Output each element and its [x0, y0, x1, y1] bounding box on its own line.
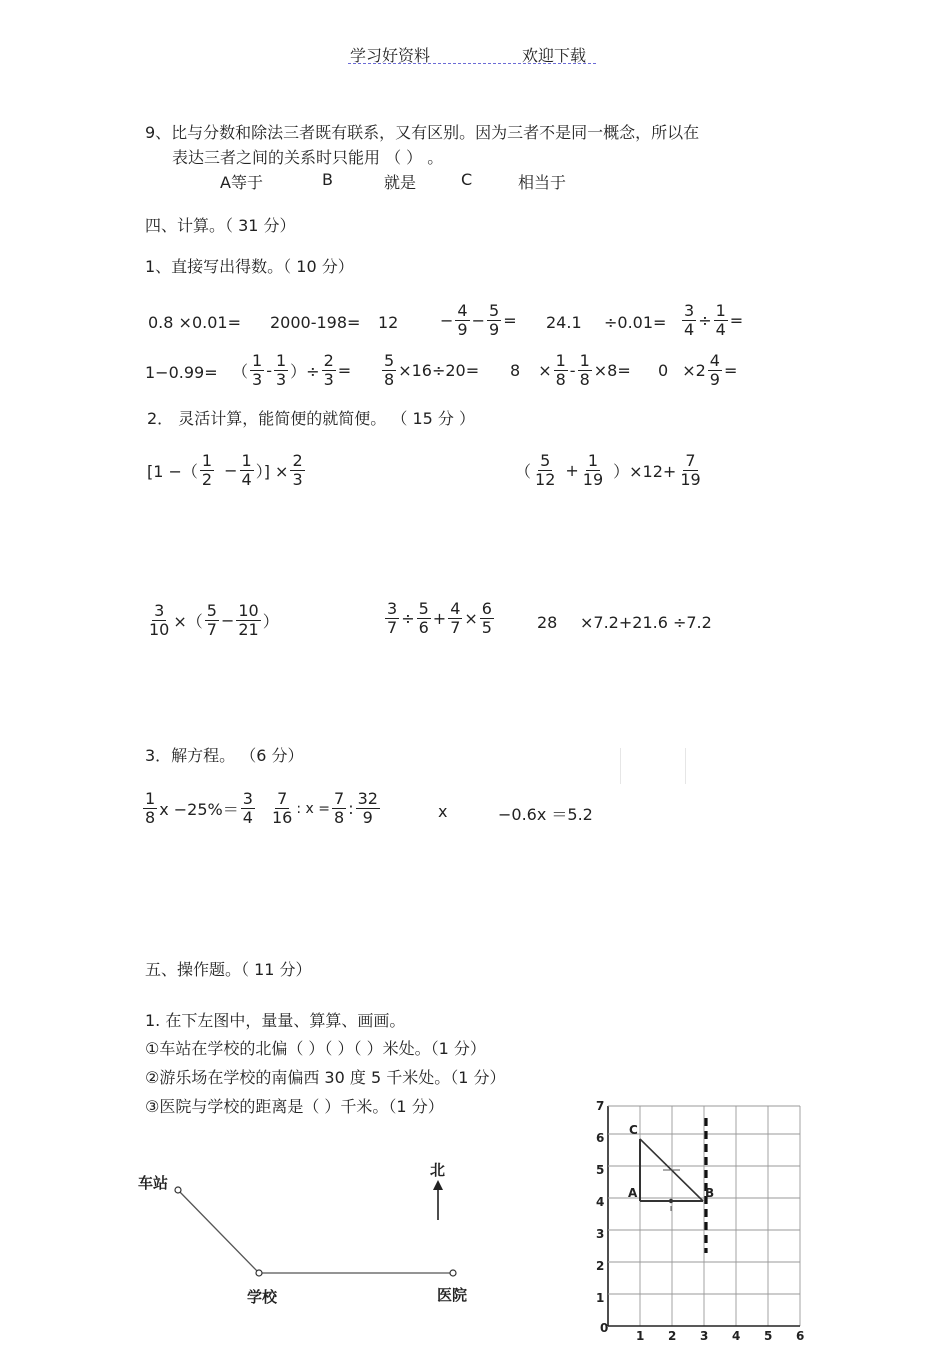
grid-y-tick-label: 4 — [596, 1195, 605, 1209]
calc-i-frac3 — [322, 352, 336, 389]
flex-p2-frac1 — [533, 452, 557, 489]
frac-num: 7 — [685, 451, 696, 470]
frac-num: 1 — [201, 451, 213, 470]
frac-num: 5 — [540, 451, 551, 470]
frac-den: 4 — [242, 808, 253, 827]
hospital-label: 医院 — [437, 1286, 468, 1304]
calc-l-frac — [708, 352, 722, 389]
frac-num: 1 — [252, 351, 263, 370]
equation-1 — [141, 790, 257, 827]
q9-line1: 9、比与分数和除法三者既有联系，又有区别。因为三者不是同一概念，所以在 — [145, 123, 700, 142]
calc-g-div: ÷ — [698, 311, 712, 330]
calc-c: 12 — [378, 313, 399, 332]
frac-den: 3 — [323, 370, 334, 389]
q9-option-a: A等于 — [220, 173, 263, 192]
flex-p4-times: × — [464, 609, 478, 628]
section4-sub1: 1、直接写出得数。（ 10 分） — [145, 257, 354, 276]
eq3-x: x — [438, 802, 448, 821]
calc-k — [510, 352, 631, 389]
calc-l-num: 0 — [658, 361, 669, 380]
grid-x-tick-label: 5 — [764, 1329, 773, 1342]
flex-p2-plus: + — [565, 461, 579, 480]
grid-y-tick-label: 6 — [596, 1131, 605, 1145]
flex-p4-plus: + — [432, 609, 447, 628]
calc-k-frac2 — [578, 352, 592, 389]
section5-q1: 1. 在下左图中，量量、算算、画画。 — [145, 1011, 406, 1030]
flex-p1-frac3 — [290, 452, 304, 489]
grid-origin-label: 0 — [600, 1321, 609, 1335]
grid-y-ticks — [596, 1099, 604, 1305]
school-label: 学校 — [247, 1288, 278, 1306]
frac-num: 1 — [145, 789, 156, 808]
frac-den: 10 — [149, 620, 170, 639]
frac-num: 4 — [457, 301, 468, 320]
grid-x-tick-label: 3 — [700, 1329, 709, 1342]
frac-num: 3 — [242, 789, 253, 808]
frac-den: 4 — [684, 320, 695, 339]
calc-i-close: ）÷ — [290, 362, 320, 381]
eq2-colon: : — [348, 799, 354, 818]
header-left: 学习好资料 — [350, 46, 431, 65]
calc-a: 0.8 ×0.01= — [148, 313, 241, 332]
grid-x-tick-label: 4 — [732, 1329, 741, 1342]
frac-den: 3 — [292, 470, 303, 489]
section5-q1a: ①车站在学校的北偏（ ）（ ）（ ）米处。（1 分） — [145, 1039, 486, 1058]
flex-p4-frac2 — [417, 600, 431, 637]
frac-num: 2 — [292, 451, 303, 470]
station-point — [175, 1187, 181, 1193]
hospital-point — [450, 1270, 456, 1276]
frac-den: 16 — [272, 808, 293, 827]
calc-k-frac1 — [554, 352, 568, 389]
flex-p1-close: ）] × — [255, 462, 289, 481]
flex-p5: 28 — [537, 613, 558, 632]
frac-num: 3 — [684, 301, 695, 320]
calc-k-rest: ×8= — [593, 361, 631, 380]
eq1-frac1 — [143, 790, 157, 827]
flex-p2-open: （ — [515, 462, 532, 481]
frac-num: 5 — [206, 601, 217, 620]
eq3-rest: −0.6x ＝5.2 — [498, 805, 593, 824]
calc-d-frac2 — [487, 302, 501, 339]
calc-i-frac2 — [274, 352, 288, 389]
calc-d-frac1 — [455, 302, 469, 339]
flex-p3-times: ×（ — [173, 612, 203, 631]
flex-p2-close: ）×12+ — [613, 462, 677, 481]
frac-den: 12 — [535, 470, 556, 489]
frac-den: 9 — [489, 320, 500, 339]
grid-y-tick-label: 5 — [596, 1163, 605, 1177]
frac-num: 5 — [418, 599, 429, 618]
frac-num: 32 — [357, 789, 378, 808]
frac-den: 8 — [384, 370, 395, 389]
calc-i-eq: = — [337, 361, 352, 380]
section5-q1b: ②游乐场在学校的南偏西 30 度 5 千米处。（1 分） — [145, 1068, 506, 1087]
flex-p4-frac1 — [385, 600, 399, 637]
calc-k-num: 8 — [510, 361, 521, 380]
frac-num: 2 — [323, 351, 334, 370]
frac-num: 1 — [579, 351, 590, 370]
frac-den: 6 — [418, 618, 429, 637]
school-point — [256, 1270, 262, 1276]
eq2-frac2 — [332, 790, 346, 827]
calc-k-minus: - — [569, 361, 576, 380]
flex-p3-minus: − — [220, 611, 235, 630]
station-label: 车站 — [138, 1174, 169, 1192]
section4-title: 四、计算。（ 31 分） — [145, 216, 296, 235]
frac-num: 7 — [334, 789, 345, 808]
calc-i — [232, 352, 351, 389]
section4-sub3: 3．解方程。 （6 分） — [145, 746, 304, 765]
frac-num: 6 — [481, 599, 492, 618]
frac-num: 1 — [241, 451, 252, 470]
calc-l-eq: = — [723, 361, 738, 380]
calc-g — [680, 302, 743, 339]
calc-d-eq: = — [503, 311, 517, 330]
flex-p2 — [515, 452, 705, 489]
calc-j-frac1 — [382, 352, 396, 389]
grid-y-tick-label: 2 — [596, 1259, 605, 1273]
north-arrow-icon — [433, 1180, 443, 1190]
calc-d-minus2: − — [471, 311, 485, 330]
flex-p5-rest: ×7.2+21.6 ÷7.2 — [580, 613, 712, 632]
frac-den: 4 — [715, 320, 726, 339]
frac-den: 8 — [334, 808, 345, 827]
grid-x-tick-label: 1 — [636, 1329, 645, 1342]
section5-title: 五、操作题。（ 11 分） — [145, 960, 312, 979]
calc-l — [658, 352, 737, 389]
frac-num: 1 — [275, 351, 287, 370]
midpoint-dot — [669, 1199, 673, 1203]
flex-p4-frac3 — [448, 600, 462, 637]
flex-p1-frac2 — [240, 452, 254, 489]
frac-num: 4 — [709, 351, 720, 370]
point-a-label: A — [628, 1186, 638, 1200]
q9-line2: 表达三者之间的关系时只能用 （ ） 。 — [172, 148, 444, 167]
grid-x-ticks — [636, 1329, 804, 1342]
flex-p1 — [147, 452, 307, 489]
calc-d-minus: − — [440, 311, 454, 330]
map-diagram — [130, 1150, 490, 1320]
frac-den: 5 — [481, 618, 492, 637]
frac-num: 1 — [587, 451, 599, 470]
grid-diagram — [588, 1098, 818, 1342]
calc-e: 24.1 — [546, 313, 582, 332]
eq2-frac1 — [270, 790, 294, 827]
frac-num: 4 — [450, 599, 461, 618]
calc-i-minus: - — [266, 361, 272, 380]
frac-den: 19 — [680, 470, 701, 489]
flex-p3-frac3 — [236, 602, 260, 639]
eq2-frac3 — [356, 790, 380, 827]
frac-den: 3 — [252, 370, 263, 389]
calc-g-eq: = — [729, 311, 744, 330]
calc-k-times: × — [538, 361, 552, 380]
flex-p3-close: ） — [262, 612, 279, 631]
eq1-rest: x −25%＝ — [159, 800, 239, 819]
calc-b: 2000-198= — [270, 313, 361, 332]
eq2-mid: : x = — [296, 800, 330, 817]
frac-den: 9 — [709, 370, 720, 389]
grid-x-tick-label: 2 — [668, 1329, 677, 1342]
frac-den: 7 — [450, 618, 461, 637]
frac-den: 21 — [238, 620, 259, 639]
calc-h: 1−0.99= — [145, 363, 218, 382]
calc-g-frac1 — [682, 302, 696, 339]
header-divider — [348, 63, 596, 64]
flex-p1-minus: − — [224, 461, 238, 480]
frac-den: 3 — [275, 370, 287, 389]
frac-num: 7 — [277, 789, 288, 808]
section4-sub2: 2． 灵活计算，能简便的就简便。 （ 15 分 ） — [147, 409, 475, 428]
calc-j-rest: ×16÷20= — [398, 361, 480, 380]
north-label: 北 — [430, 1161, 446, 1179]
frac-den: 8 — [555, 370, 566, 389]
flex-p4 — [383, 600, 496, 637]
frac-den: 19 — [582, 470, 604, 489]
frac-den: 9 — [457, 320, 468, 339]
flex-p2-frac3 — [678, 452, 702, 489]
flex-p4-frac4 — [480, 600, 494, 637]
q9-option-c: C — [461, 170, 473, 189]
frac-num: 3 — [154, 601, 165, 620]
grid-y-tick-label: 1 — [596, 1291, 605, 1305]
frac-num: 1 — [555, 351, 566, 370]
frac-num: 1 — [715, 301, 726, 320]
frac-num: 10 — [238, 601, 259, 620]
faint-mark — [620, 748, 621, 784]
eq1-frac2 — [241, 790, 255, 827]
station-school-line — [178, 1190, 259, 1273]
frac-num: 5 — [384, 351, 395, 370]
frac-den: 7 — [206, 620, 217, 639]
flex-p1-open: [1 −（ — [147, 462, 198, 481]
flex-p2-frac2 — [581, 452, 605, 489]
frac-den: 7 — [387, 618, 398, 637]
flex-p3-frac2 — [205, 602, 219, 639]
grid-y-tick-label: 3 — [596, 1227, 605, 1241]
calc-l-times: ×2 — [682, 361, 706, 380]
equation-2 — [268, 790, 382, 827]
frac-num: 5 — [489, 301, 500, 320]
grid-lines — [608, 1106, 800, 1326]
flex-p4-div: ÷ — [401, 609, 415, 628]
flex-p1-frac1 — [200, 452, 214, 489]
frac-den: 8 — [579, 370, 590, 389]
point-b-label: B — [705, 1186, 715, 1200]
q9-option-c-text: 相当于 — [518, 173, 567, 192]
calc-f: ÷0.01= — [604, 313, 667, 332]
calc-i-open: （ — [232, 362, 249, 381]
point-c-label: C — [629, 1123, 638, 1137]
section5-q1c: ③医院与学校的距离是（ ）千米。（1 分） — [145, 1097, 444, 1116]
calc-d — [440, 302, 517, 339]
q9-option-b-text: 就是 — [384, 173, 417, 192]
frac-den: 8 — [145, 808, 156, 827]
grid-y-tick-label: 7 — [596, 1099, 605, 1113]
header-right: 欢迎下载 — [522, 46, 587, 65]
flex-p3-frac1 — [147, 602, 171, 639]
q9-option-b: B — [322, 170, 333, 189]
faint-mark — [685, 748, 686, 784]
frac-num: 3 — [387, 599, 398, 618]
calc-g-frac2 — [714, 302, 728, 339]
frac-den: 9 — [362, 808, 373, 827]
grid-x-tick-label: 6 — [796, 1329, 805, 1342]
frac-den: 2 — [201, 470, 213, 489]
calc-j — [380, 352, 479, 389]
flex-p3 — [145, 602, 279, 639]
frac-den: 4 — [241, 470, 252, 489]
calc-i-frac1 — [250, 352, 264, 389]
